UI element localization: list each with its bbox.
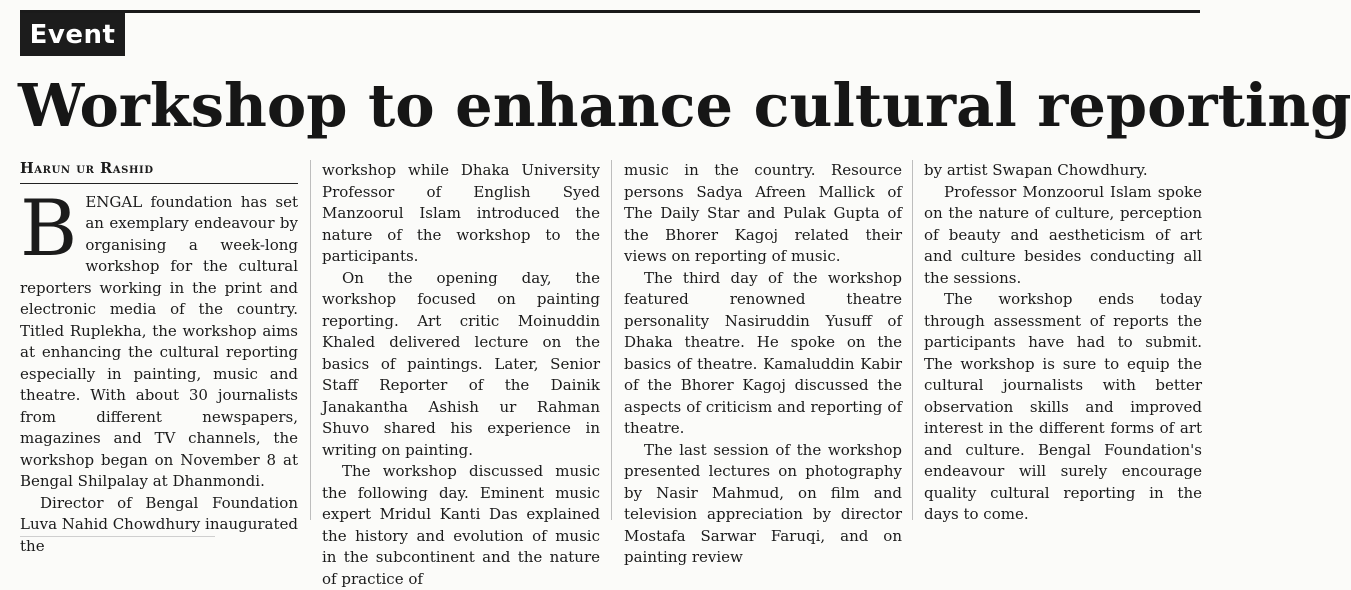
column-4 [924, 160, 1202, 526]
col1-paragraph-2: Director of Bengal Foundation Luva Nahid Chowdhury inaugurated the [20, 493, 298, 555]
column-divider [912, 160, 913, 520]
col4-paragraph-1: by artist Swapan Chowdhury. [924, 161, 1148, 179]
drop-cap: B [20, 183, 78, 274]
bottom-rule [20, 536, 215, 537]
col1-paragraph-1-text: ENGAL foundation has set an exemplary endeavour by organising a week-long workshop for the cultural reporters working in the print and electronic media of the country. Titled Ruplekha, the workshop aims at enhancing the cultural reporting especially in painting, music and theatre. With about 30 journalists from different newspapers, magazines and TV channels, the workshop began on November 8 at Bengal Shilpalay at Dhanmondi. [20, 192, 298, 490]
col4-paragraph-2: Professor Monzoorul Islam spoke on the nature of culture, perception of beauty and aestheticism of art and culture besides conducting all the sessions. [924, 182, 1202, 287]
col3-paragraph-2: The third day of the workshop featured renowned theatre personality Nasiruddin Yusuff of Dhaka theatre. He spoke on the basics of theatre. Kamaluddin Kabir of the Bhorer Kagoj discussed the aspects of criticism and reporting of theatre. [624, 268, 902, 437]
col2-paragraph-3: The workshop discussed music the following day. Eminent music expert Mridul Kanti Das explained the history and evolution of music in the subcontinent and the nature of practice of [322, 462, 600, 588]
column-3 [624, 160, 902, 569]
col2-paragraph-2: On the opening day, the workshop focused on painting reporting. Art critic Moinuddin Khaled delivered lecture on the basics of paintings. Later, Senior Staff Reporter of the Dainik Janakantha Ashish ur Rahman Shuvo shared his experience in writing on painting. [322, 268, 600, 459]
col3-paragraph-1: music in the country. Resource persons Sadya Afreen Mallick of The Daily Star and Pulak Gupta of the Bhorer Kagoj related their views on reporting of music. [624, 161, 902, 265]
col4-paragraph-3: The workshop ends today through assessment of reports the participants have had to submit. The workshop is sure to equip the cultural journalists with better observation skills and improved interest in the different forms of art and culture. Bengal Foundation's endeavour will surely encourage quality cultural reporting in the days to come. [924, 290, 1202, 523]
byline: Harun ur Rashid [20, 158, 298, 184]
column-divider [611, 160, 612, 520]
column-1 [20, 158, 298, 557]
column-divider [310, 160, 311, 520]
col2-paragraph-1: workshop while Dhaka University Professor of English Syed Manzoorul Islam introduced the nature of the workshop to the participants. [322, 161, 600, 265]
col1-paragraph-1 [20, 183, 298, 493]
column-2 [322, 160, 600, 590]
section-tag: Event [20, 13, 125, 56]
headline: Workshop to enhance cultural reporting [18, 71, 1351, 140]
top-rule [20, 10, 1200, 13]
col3-paragraph-3: The last session of the workshop presented lectures on photography by Nasir Mahmud, on film and television appreciation by director Mostafa Sarwar Faruqi, and on painting review [624, 440, 902, 566]
